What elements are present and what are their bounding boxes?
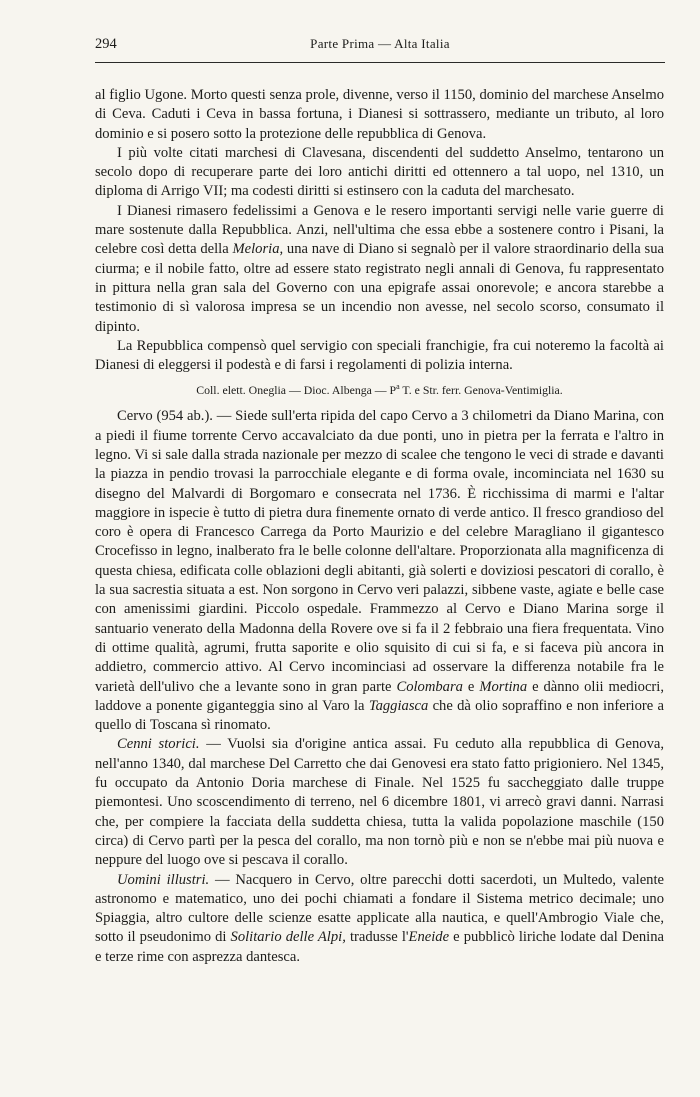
section-heading: Uomini illustri. xyxy=(117,871,210,888)
text-run: che dà olio sopraffino e non inferiore a quello di Toscana sì rinomato. xyxy=(95,697,664,734)
text-run: e pubblicò liriche lodate dal Denina e terze rime con asprezza dantesca. xyxy=(95,929,665,965)
italic-solitario: Solitario delle Alpi, xyxy=(230,929,346,946)
text-run: — Vuolsi sia d'origine antica assai. Fu ceduto alla repubblica di Genova, nell'anno 1340, dal marchese Del Carretto che dai Genovesi era stato fatto prigioniero. Nel 1345, fu occupato da Antonio Doria marchese di Finale. Nel 1525 fu saccheggiato dalle truppe piemontesi. Uno scoscendimento di terreno, nel 6 dicembre 1801, vi arrecò gravi danni. Narrasi che, per compiere la facciata della suddetta chiesa, tutta la valida popolazione maschile (150 circa) di Cervo partì per la pesca del corallo, ma non tornò più e non se n'ebbe mai più nuova e neppure del luogo ove si pescava il corallo. xyxy=(95,736,664,869)
text-run: Cervo (954 ab.). — Siede sull'erta ripida del capo Cervo a 3 chilometri da Diano Marina, con a piedi il fiume torrente Cervo accavalciato da due ponti, uno in pietra per la ferrata e l'altro in legno. Vi si sale dalla strada nazionale per mezzo di scalee che tengono le veci di strade e davanti la piazza in pendio trovasi la parrocchiale elegante e di forma ovale, incominciata nel 1630 su disegno del Malvardi di Borgomaro e consecrata nel 1736. È ricchissima di marmi e l'altar maggiore in ispecie è tutto di pietra dura finemente ornato di verde antico. Il fresco grandioso del coro è opera di Francesco Carrega da Porto Maurizio e del celebre Maragliano il gigantesco Crocefisso in legno, inalberato fra le belle colonne dell'altare. Proporzionata alla magnificenza di questa chiesa, edificata colle oblazioni degli abitanti, già solerti e doviziosi pescatori di corallo, è la sua sacrestia situata a est. Non sorgono in Cervo veri palazzi, sibbene vaste, agiate e belle case con amenissimi giardini. Piccolo ospedale. Frammezzo al Cervo e Diano Marina sorge il santuario venerato della Madonna della Rovere ove si fa il 2 febbraio una fiera frequentata. Vino di ottime qualità, agrumi, frutta saporite e olio squisito di cui si fa, e si faceva più ancora in addietro, commercio attivo. Al Cervo incominciasi ad osservare la differenza notabile fra le varietà dell'ulivo che a levante sono in gran parte xyxy=(95,408,664,695)
italic-taggiasca: Taggiasca xyxy=(368,697,429,714)
statistics-line xyxy=(95,379,664,398)
text-run: T. e Str. ferr. Genova-Ventimiglia. xyxy=(399,383,563,398)
page-body xyxy=(95,86,664,967)
paragraph-meloria xyxy=(95,202,664,337)
text-run: una nave di Diano si segnalò per il valore straordinario della sua ciurma; e il nobile fatto, oltre ad essere stato registrato negli annali di Genova, fu rappresentato in pittura nella gran sala del Governo con una epigrafe assai onorevole; e ancora starebbe a testimonio di sì valorosa impresa se un incendio non avesse, nel secolo scorso, consumato il dipinto. xyxy=(95,241,664,335)
page-number: 294 xyxy=(95,36,117,52)
paragraph-cenni-storici xyxy=(95,735,664,870)
section-heading: Cenni storici. xyxy=(117,736,200,753)
superscript: a xyxy=(396,382,400,392)
italic-eneide: Eneide xyxy=(408,929,450,946)
paragraph-uomini-illustri xyxy=(95,871,664,967)
text-run: Coll. elett. Oneglia — Dioc. Albenga — P xyxy=(196,383,397,398)
italic-meloria: Meloria, xyxy=(232,241,284,258)
paragraph-dominio: al figlio Ugone. Morto questi senza prole, divenne, verso il 1150, dominio del marchese Anselmo di Ceva. Caduti i Ceva in bassa fortuna, i Dianesi si sottrassero, mediante un tributo, al loro dominio e si posero sotto la protezione delle repubblica di Genova. xyxy=(95,87,664,142)
running-title: Parte Prima — Alta Italia xyxy=(310,36,450,51)
italic-colombara: Colombara xyxy=(396,678,463,695)
text-run: e xyxy=(462,678,480,695)
text-run: e dànno olii mediocri, laddove a ponente giganteggia sino al Varo la xyxy=(95,678,664,714)
entry-cervo xyxy=(95,407,664,735)
header-rule xyxy=(95,62,665,63)
paragraph-clavesana: I più volte citati marchesi di Clavesana, discendenti del suddetto Anselmo, tentarono un secolo dopo di recuperare parte dei loro antichi diritti ed ottennero a tal uopo, nel 1310, un diploma di Arrigo VII; ma codesti diritti si estinsero con la caduta del marchesato. xyxy=(95,144,664,200)
text-run: tradusse l' xyxy=(345,929,409,946)
text-run: I Dianesi rimasero fedelissimi a Genova e le resero importanti servigi nelle varie guerre di mare sostenute dalla Repubblica. Anzi, nell'ultima che essa ebbe a sostenere contro i Pisani, la celebre così detta della xyxy=(95,202,664,258)
text-run: — Nacquero in Cervo, oltre parecchi dotti sacerdoti, un Multedo, valente astronomo e matematico, uno dei pochi chiamati a fondare il Sistema metrico decimale; uno Spiaggia, altro cultore delle scienze esatte applicate alla nautica, e quell'Ambrogio Viale che, sotto il pseudonimo di xyxy=(95,871,665,946)
page-header xyxy=(95,36,665,58)
italic-mortina: Mortina xyxy=(479,678,528,695)
paragraph-franchigie: La Repubblica compensò quel servigio con speciali franchigie, fra cui noteremo la facoltà ai Dianesi di eleggersi il podestà e di farsi i regolamenti di polizia interna. xyxy=(95,337,664,374)
